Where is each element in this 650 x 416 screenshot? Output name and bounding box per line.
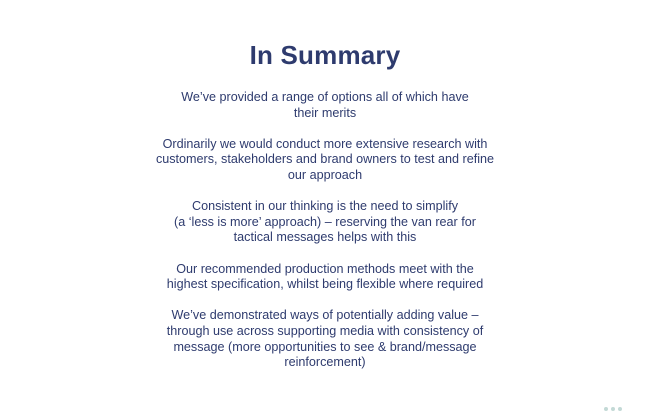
summary-paragraph-2: Ordinarily we would conduct more extensive research with customers, stakeholders and brand owners to test and refine our approach — [155, 136, 495, 182]
summary-paragraph-1: We’ve provided a range of options all of which have their merits — [181, 90, 469, 120]
summary-paragraph-4: Our recommended production methods meet with the highest specification, whilst being flexible where required — [166, 261, 484, 292]
slide-title: In Summary — [249, 40, 401, 70]
summary-paragraph-3: Consistent in our thinking is the need to simplify (a ‘less is more’ approach) – reserving the van rear for tactical messages helps with this — [174, 199, 476, 245]
corner-logo-icon — [604, 398, 644, 406]
summary-body — [100, 90, 550, 386]
summary-paragraph-5: We’ve demonstrated ways of potentially adding value – through use across supporting media with consistency of message (more opportunities to see & brand/message reinforcement) — [166, 308, 484, 370]
